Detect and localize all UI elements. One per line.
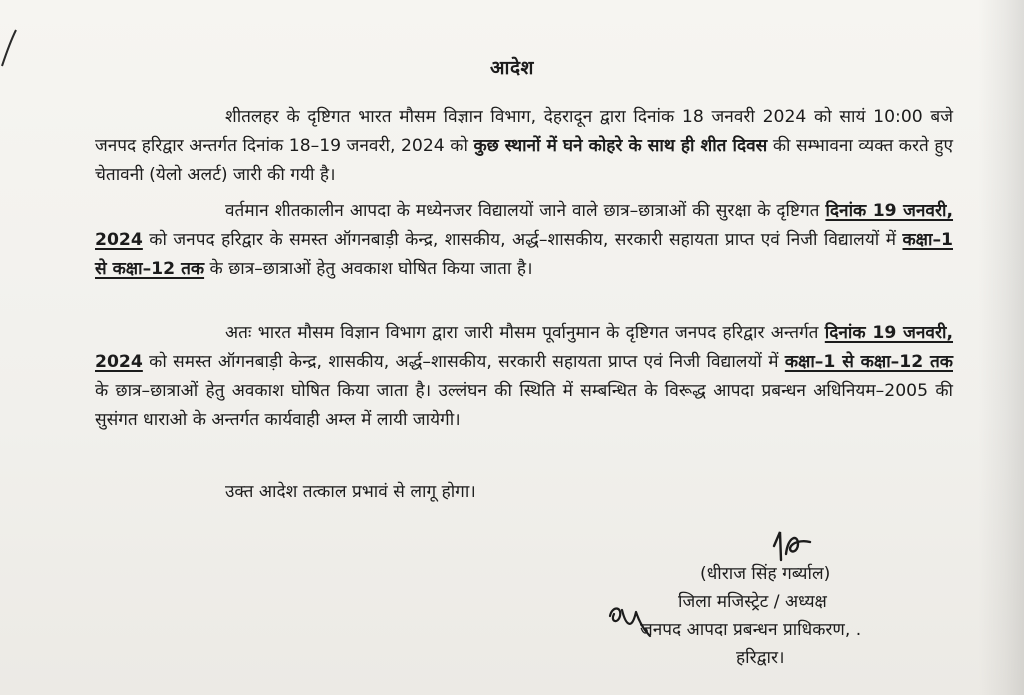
- paragraph-text: के छात्र–छात्राओं हेतु अवकाश घोषित किया जाता है। उल्लंघन की स्थिति में सम्बन्धित के विरूद्ध आपदा प्रबन्धन अधिनियम–2005 की सुसंगत धाराओ के अन्तर्गत कार्यवाही अम्ल में लायी जायेगी।: [95, 381, 953, 430]
- holiday-date: दिनांक 19 जनवरी, 2024: [95, 201, 954, 250]
- closing-line: उक्त आदेश तत्काल प्रभावं से लागू होगा।: [225, 482, 476, 502]
- holiday-date: दिनांक 19 जनवरी, 2024: [95, 323, 954, 372]
- signature-block: [640, 560, 861, 672]
- paragraph-text: को समस्त ऑगनबाड़ी केन्द्र, शासकीय, अर्द्ध–शासकीय, सरकारी सहायता प्राप्त एवं निजी विद्यालयों में: [142, 352, 785, 372]
- paragraph-text: को जनपद हरिद्वार के समस्त ऑगनबाड़ी केन्द्र, शासकीय, अर्द्ध–शासकीय, सरकारी सहायता प्राप्त एवं निजी विद्यालयों में: [142, 230, 903, 250]
- signatory-designation: जिला मजिस्ट्रेट / अध्यक्ष: [678, 592, 827, 612]
- paragraph-text: की सम्भावना व्यक्त करते हुए चेतावनी (येलो अलर्ट) जारी की गयी है।: [95, 136, 953, 185]
- signatory-place: हरिद्वार।: [736, 648, 785, 668]
- class-range: कक्षा–1 से कक्षा–12 तक: [95, 230, 953, 279]
- paragraph-weather-warning: [95, 103, 953, 190]
- order-title: आदेश: [490, 57, 534, 79]
- paragraph-order-enforcement: [95, 319, 953, 435]
- signatory-authority: जनपद आपदा प्रबन्धन प्राधिकरण, .: [640, 620, 862, 640]
- paragraph-text: अतः भारत मौसम विज्ञान विभाग द्वारा जारी मौसम पूर्वानुमान के दृष्टिगत जनपद हरिद्वार अन्तर्गत: [225, 323, 825, 343]
- paragraph-text: शीतलहर के दृष्टिगत भारत मौसम विज्ञान विभाग, देहरादून द्वारा दिनांक 18 जनवरी 2024 को सायं 10:00 बजे जनपद हरिद्वार अन्तर्गत दिनांक 18–19 जनवरी, 2024 को: [95, 107, 953, 156]
- class-range: कक्षा–1 से कक्षा–12 तक: [784, 352, 953, 372]
- paragraph-text: के छात्र–छात्राओं हेतु अवकाश घोषित किया जाता है।: [204, 259, 533, 279]
- page-edge-shadow: [978, 0, 1024, 695]
- paragraph-text: वर्तमान शीतकालीन आपदा के मध्येनजर विद्यालयों जाने वाले छात्र–छात्राओं की सुरक्षा के दृष्टिगत: [225, 201, 826, 221]
- paragraph-holiday-declaration: [95, 197, 953, 284]
- signatory-name: (धीराज सिंह गर्ब्याल): [700, 564, 831, 584]
- highlight-fog-cold-day: कुछ स्थानों में घने कोहरे के साथ ही शीत दिवस: [473, 136, 768, 156]
